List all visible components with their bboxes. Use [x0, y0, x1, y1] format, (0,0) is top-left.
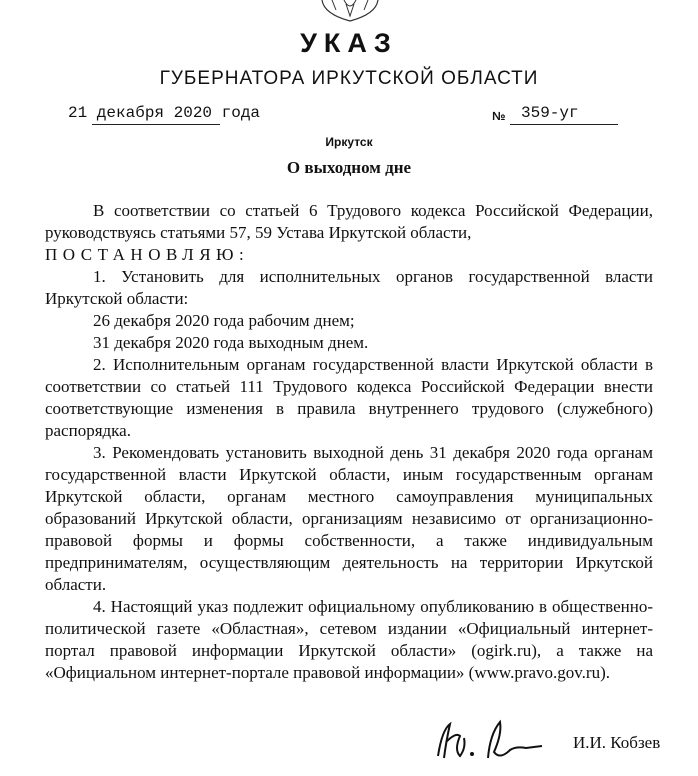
- document-date: 21 декабря 2020 года: [68, 104, 261, 122]
- paragraph-1-b: 31 декабря 2020 года выходным днем.: [93, 333, 369, 352]
- issuer-title: ГУБЕРНАТОРА ИРКУТСКОЙ ОБЛАСТИ: [159, 68, 539, 89]
- paragraph-4: 4. Настоящий указ подлежит официальному опубликованию в общественно-политической газете «Областная», сетевом издании «Официальный интернет-портал правовой информации Иркутской области» (ogirk.ru), а также на «Официальном интернет-портале правовой информации» (www.pravo.gov.ru).: [45, 597, 653, 682]
- handwritten-signature: [430, 712, 560, 772]
- intro-line-1: В соответствии со статьей 6 Трудового кодекса Российской Федерации,: [93, 201, 653, 220]
- document-number: 359-уг: [521, 104, 579, 122]
- number-underline: [510, 124, 618, 125]
- number-label: №: [492, 109, 506, 123]
- city: Иркутск: [325, 135, 373, 149]
- paragraph-3: 3. Рекомендовать установить выходной день 31 декабря 2020 года органам государственной власти Иркутской области, иным государственным органам Иркутской области, органам местного самоуправления муниципальных образований Иркутской области, организациям независимо от организационно-правовой формы и формы собственности, а также индивидуальным предпринимателям, осуществляющим деятельность на территории Иркутской области.: [45, 443, 653, 594]
- paragraph-1-a: 26 декабря 2020 года рабочим днем;: [93, 311, 355, 330]
- paragraph-2: 2. Исполнительным органам государственной власти Иркутской области в соответствии со статьей 111 Трудового кодекса Российской Федерации внести соответствующие изменения в правила внутреннего трудового (служебного) распорядка.: [45, 355, 653, 440]
- document-subject: О выходном дне: [286, 158, 412, 177]
- paragraph-1: 1. Установить для исполнительных органов государственной власти Иркутской области:: [45, 267, 653, 308]
- resolve-heading: ПОСТАНОВЛЯЮ:: [45, 245, 250, 264]
- coat-of-arms-icon: [316, 0, 384, 22]
- date-underline: [92, 124, 220, 125]
- document-title: УКАЗ: [300, 28, 398, 58]
- document-body: [45, 200, 653, 684]
- signer-name: И.И. Кобзев: [573, 733, 661, 752]
- intro-line-2: руководствуясь статьями 57, 59 Устава Иркутской области,: [45, 223, 472, 242]
